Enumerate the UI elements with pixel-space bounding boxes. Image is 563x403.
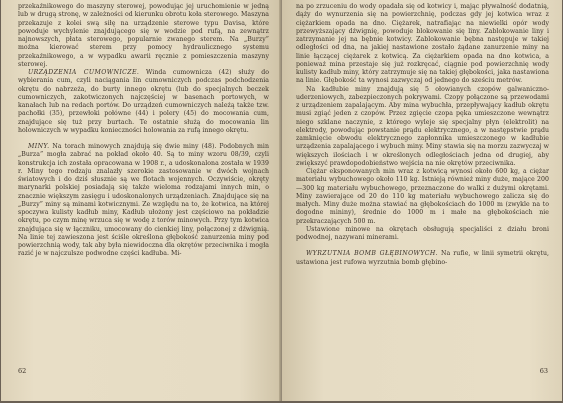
paragraph [18,143,269,259]
paragraph-text: Ciężar eksponowanych min wraz z kotwicą wynosi około 600 kg, a ciężar materiału wybuchowego około 110 kg. Istnieją również miny duże, mające 200—300 kg materiału wybuchowego, przeznaczone do walki z dużymi okrętami. Miny zawierające od 20 do 110 kg materiału wybuchowego zalicza się do małych. Miny duże można stawiać na głębokościach do 1000 m (zwykle na to dogodne mininy), średnie do 1000 m i małe na głębokościach nie przekraczających 500 m. [296,168,549,225]
paragraph [296,3,549,86]
paragraph [296,226,549,243]
page-number: 62 [18,367,27,375]
paragraph-text: przekaźnikowego do maszyny sterowej, powodując jej uruchomienie w jedną lub w drugą stronę, w zależności od kierunku obrotu koła sterowego. Maszyna przekazuje z kolei swą siłę na urządzenie sterowe typu Davisa, które powoduje wychylenie znajdującego się w wodzie pod rufą, na zewnątrz najnowszych, płata sterowego, popularnie zwanego sterem. Na „Burzy” można kierować sterem przy pomocy hydraulicznego systemu przekaźnikowego, a w wypadku awarii ręcznie z pomieszczenia maszyny sterowej. [18,3,269,68]
right-page [282,0,562,401]
left-page [1,0,281,401]
paragraph-text: Winda cumownicza (42) służy do wybierania cum, czyli naciągania lin cumowniczych podczas podchodzenia okrętu do nabrzeża, do burty innego okrętu (lub do specjalnych beczek cumowniczych, zakotwiczonych najczęściej w basenach portowych, w kanałach lub na redach portów. Do urządzeń cumowniczych należą także tzw. pachołki (35), przewłoki połówne (44) i polery (45) do mocowania cum, znajdujące się tuż przy burtach. Te ostatnie służą do mocowania lin holowniczych w wypadku konieczności holowania za rufą innego okrętu. [18,69,269,134]
paragraph-text: Ustawione minowe na okrętach obsługują specjaliści z działu broni podwodnej, nazywani minerami. [296,225,549,241]
paragraph [296,250,549,267]
paragraph-text: Na torach minowych znajdują się dwie miny (48). Podobnych min „Burza” mogła zabrać na pokład około 40. Są to miny wzoru 08/39, czyli konstrukcja ich została opracowana w 1908 r., a udoskonalona została w 1939 r. Miny tego rodzaju znalazły szerokie zastosowanie w dwóch wojnach światowych i do dziś słusznie są we flotach wojennych. Oczywiście, okręty marynarki polskiej posiadają się także wieloma rodzajami innych min, o znacznie większym zasięgu i udoskonalonych urządzeniach. Znajdujące się na „Burzy” miny są minami kotwicznymi. Ze względu na to, że kotwica, na której spoczywa kulisty kadłub miny, Kadłub ułożony jest częściowo na pokładzie okrętu, po czym minę wrzuca się w wodę z torów minowych. Przy tym kotwica znajdująca się w łączniku, umocowany do cienkiej liny, połączonej z dźwignią. Na linie tej zawieszona jest ściśle określona głębokość zanurzenia miny pod powierzchnią wody, tak aby była niewidoczna dla okrętów przeciwnika i mogła razić je w najczulsze podwodne części kadłuba. Mi- [18,143,269,258]
section-heading: WYRZUTNIA BOMB GŁĘBINOWYCH. [306,250,438,258]
section-heading: MINY. [28,143,50,150]
paragraph [296,86,549,169]
page-number: 63 [539,367,548,375]
paragraph-text: Na kadłubie miny znajdują się 5 ołowianych czopów galwaniczno-uderzeniowych, zabezpieczonych pokrywami. Czopy połączone są przewodami z urządzeniem zapalającym. Aby mina wybuchła, przepływający kadłub okrętu musi zgiąć jeden z czopów. Przez zgięcie czopa pęka umieszczone wewnątrz niego szklane naczynie, z którego wyleje się specjalny płyn (elektrolit) na elektrody, powodując powstanie prądu elektrycznego, a w następstwie prądu zamknięcie obwodu elektrycznego zapłonnika umieszczonego w kadłubie urządzenia zapalającego i wybuch miny. Miny stawia się na morzu zazwyczaj w większych ilościach i w określonych odległościach jedna od drugiej, aby zwiększyć prawdopodobieństwo wejścia na nie okrętów przeciwnika. [296,85,549,167]
paragraph [18,3,269,69]
paragraph-text: na po zrzuceniu do wody opadała się od kotwicy i, mając pływalność dodatnią, dąży do wynurzenia się na powierzchnię, podczas gdy jej kotwica wraz z ciężarkiem opada na dno. Ciężarek, natrafiając na niewielki opór wody przewyższający dźwignię, powoduje blokowanie się liny. Zablokowanie liny i zatrzymanie jej na bębnie kotwicy. Zablokowanie bębna następuje w takiej odległości od dna, na jakiej nastawione zostało żądane zanurzenie miny na linie łączącej ciężarek z kotwicą. Za ciężarkiem opada na dno kotwica, a ponieważ mina przestaje się już rozkręcać, ciągnie pod powierzchnię wody kulisty kadłub miny, który zatrzymuje się na takiej głębokości, jaka nastawiona na linie. Głębokość ta wynosi zazwyczaj od jednego do sześciu metrów. [296,3,549,85]
section-heading: URZĄDZENIA CUMOWNICZE. [28,69,140,76]
paragraph [296,168,549,226]
paragraph-text: Na rufie, w linii symetrii okrętu, ustawiona jest rufowa wyrzutnia bomb głębino- [296,250,550,266]
paragraph [18,69,269,135]
